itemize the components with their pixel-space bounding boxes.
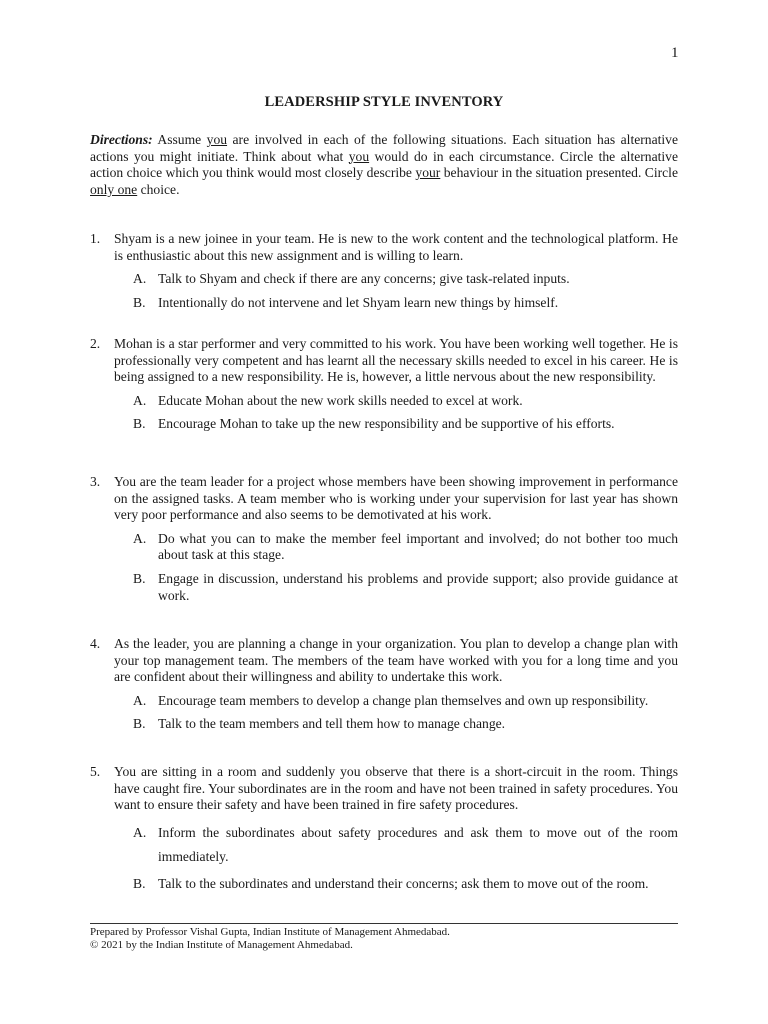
option-1a[interactable] [133,271,678,288]
option-3b[interactable] [133,571,678,604]
directions-text: would do in each circumstance. Circle the alternative action choice which you think would most closely describe [90,148,678,181]
option-text: Talk to the subordinates and understand their concerns; ask them to move out of the room. [158,875,649,891]
option-1b[interactable] [133,295,678,312]
footer-divider [90,923,678,924]
option-letter: B. [133,570,146,586]
footer [90,926,450,952]
option-letter: B. [133,294,146,310]
option-4a[interactable] [133,693,678,710]
question-4 [90,636,678,733]
footer-credit: Prepared by Professor Vishal Gupta, Indian Institute of Management Ahmedabad. [90,926,450,938]
question-text: You are sitting in a room and suddenly you observe that there is a short-circuit in the room. Things have caught fire. Your subordinates are in the room and have not been trained in safety procedures. You want to ensure their safety and have been trained in fire safety procedures. [114,764,678,813]
question-text: Mohan is a star performer and very committed to his work. You have been working well together. He is professionally very competent and has learnt all the necessary skills needed to excel in his career. He is being assigned to a new responsibility. He is, however, a little nervous about the new responsibility. [114,336,678,385]
question-1 [90,231,678,311]
option-text: Inform the subordinates about safety procedures and ask them to move out of the room immediately. [158,824,678,864]
question-number: 2. [90,336,101,351]
option-letter: B. [133,875,146,891]
option-letter: A. [133,392,147,408]
option-5b[interactable] [133,876,678,893]
option-letter: A. [133,824,147,840]
option-letter: A. [133,271,147,287]
document-title: LEADERSHIP STYLE INVENTORY [264,94,504,110]
directions-emphasis: your [415,165,441,181]
option-text: Engage in discussion, understand his problems and provide support; also provide guidance at work. [158,570,678,603]
option-text: Encourage Mohan to take up the new responsibility and be supportive of his efforts. [158,416,615,432]
directions-text: Assume [152,132,207,147]
question-text: You are the team leader for a project whose members have been showing improvement in performance on the assigned tasks. A team member who is working under your supervision for last year has shown very poor performance and also seems to be demotivated at his work. [114,474,678,523]
option-text: Encourage team members to develop a change plan themselves and own up responsibility. [158,692,649,708]
option-text: Do what you can to make the member feel important and involved; do not bother too much about task at this stage. [158,530,678,563]
question-3 [90,474,678,604]
option-text: Educate Mohan about the new work skills needed to excel at work. [158,392,523,408]
page-number: 1 [671,45,679,61]
directions-emphasis: you [206,132,228,147]
directions-paragraph [90,132,678,198]
directions-text: behaviour in the situation presented. Circle [440,165,678,181]
option-5a[interactable] [133,821,678,869]
option-2b[interactable] [133,416,678,433]
question-text: Shyam is a new joinee in your team. He is new to the work content and the technological platform. He is enthusiastic about this new assignment and is willing to learn. [114,231,678,263]
question-2 [90,336,678,433]
option-letter: A. [133,530,147,546]
option-4b[interactable] [133,716,678,733]
directions-emphasis: only one [90,181,138,197]
option-3a[interactable] [133,531,678,564]
question-number: 4. [90,636,101,651]
directions-text: choice. [137,181,180,197]
directions-text: are involved in each of the following situations. Each situation has alternative actions you might initiate. Think about what [90,132,678,164]
footer-copyright: © 2021 by the Indian Institute of Management Ahmedabad. [90,939,353,952]
question-number: 5. [90,764,101,779]
option-text: Talk to the team members and tell them how to manage change. [158,716,506,732]
question-number: 3. [90,474,101,489]
option-text: Intentionally do not intervene and let Shyam learn new things by himself. [158,294,559,310]
option-letter: B. [133,716,146,732]
directions-label: Directions: [90,132,153,147]
option-2a[interactable] [133,393,678,410]
option-text: Talk to Shyam and check if there are any concerns; give task-related inputs. [158,271,570,287]
directions-emphasis: you [348,148,370,164]
question-number: 1. [90,231,101,246]
question-text: As the leader, you are planning a change in your organization. You plan to develop a change plan with your top management team. The members of the team have worked with you for a long time and you are confident about their willingness and ability to undertake this work. [114,636,678,685]
question-5 [90,764,678,892]
option-letter: A. [133,692,147,708]
option-letter: B. [133,416,146,432]
